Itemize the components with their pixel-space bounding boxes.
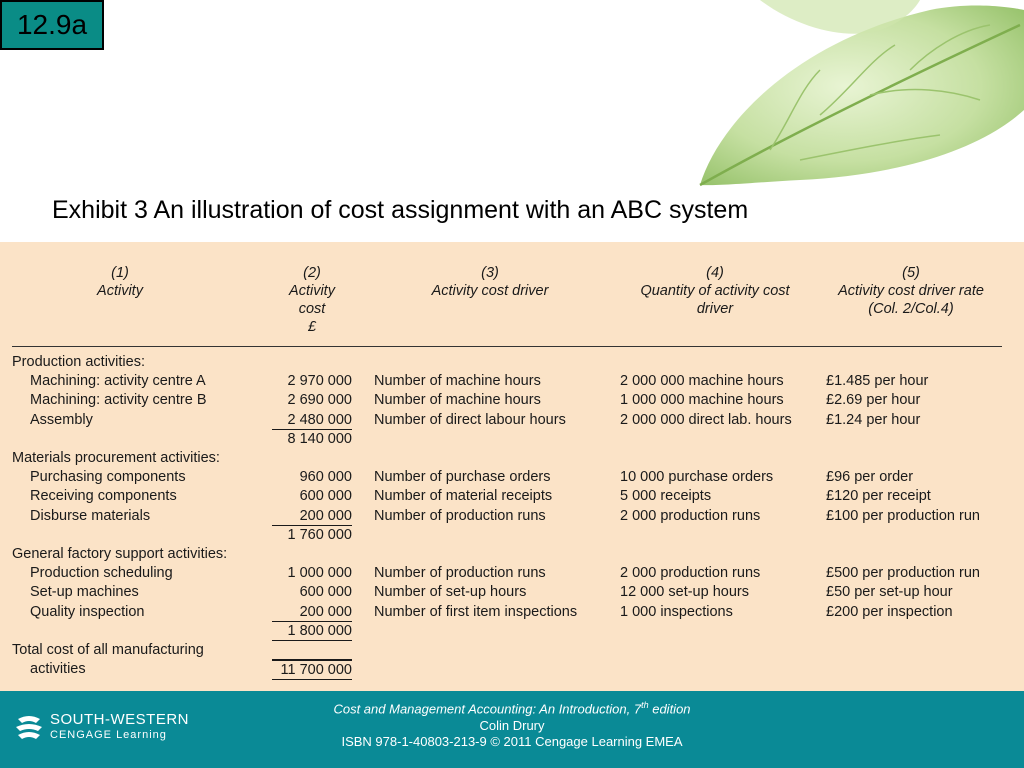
abc-cost-table bbox=[0, 242, 1024, 691]
cell-activity: Set-up machines bbox=[30, 584, 139, 600]
cell-driver: Number of machine hours bbox=[374, 392, 541, 408]
col-label: Activity cost driver bbox=[431, 283, 549, 299]
logo-top-text: SOUTH-WESTERN bbox=[50, 711, 189, 728]
cell-driver: Number of set-up hours bbox=[374, 584, 527, 600]
cell-driver: Number of production runs bbox=[374, 565, 546, 581]
cell-driver: Number of machine hours bbox=[374, 373, 541, 389]
cell-driver: Number of material receipts bbox=[374, 488, 553, 504]
leaf-decoration bbox=[680, 0, 1024, 190]
book-suffix: edition bbox=[648, 701, 691, 717]
col-label-line2: cost bbox=[298, 301, 326, 317]
cell-quantity: 2 000 000 machine hours bbox=[620, 373, 784, 389]
cell-cost: 960 000 bbox=[299, 469, 352, 485]
logo-bottom-text: CENGAGE Learning bbox=[50, 729, 167, 741]
col-header-quantity bbox=[620, 264, 810, 318]
col-label-line2: (Col. 2/Col.4) bbox=[868, 301, 954, 317]
col-header-activity bbox=[60, 264, 180, 300]
cell-cost: 11 700 000 bbox=[272, 660, 352, 680]
col-number: (4) bbox=[706, 265, 724, 281]
cell-driver: Number of purchase orders bbox=[374, 469, 551, 485]
col-label: Activity cost driver rate bbox=[838, 283, 984, 299]
slide-number-badge: 12.9a bbox=[0, 0, 104, 50]
cell-cost: 2 970 000 bbox=[287, 373, 352, 389]
book-edition-sup: th bbox=[641, 700, 649, 710]
cell-cost: 200 000 bbox=[272, 603, 352, 622]
cell-driver: Number of production runs bbox=[374, 508, 546, 524]
cell-rate: £120 per receipt bbox=[826, 488, 931, 504]
cell-cost: 200 000 bbox=[272, 507, 352, 526]
cell-quantity: 2 000 production runs bbox=[620, 508, 761, 524]
cell-activity: Purchasing components bbox=[30, 469, 186, 485]
cell-quantity: 2 000 production runs bbox=[620, 565, 761, 581]
cell-rate: £1.485 per hour bbox=[826, 373, 929, 389]
cell-cost: 1 800 000 bbox=[272, 622, 352, 641]
col-label: Quantity of activity cost bbox=[640, 283, 790, 299]
cell-quantity: 12 000 set-up hours bbox=[620, 584, 749, 600]
cell-cost: 600 000 bbox=[299, 584, 352, 600]
cell-quantity: 2 000 000 direct lab. hours bbox=[620, 412, 792, 428]
cell-driver: Number of first item inspections bbox=[374, 604, 578, 620]
cell-rate: £96 per order bbox=[826, 469, 914, 485]
cell-activity: Receiving components bbox=[30, 488, 177, 504]
col-number: (5) bbox=[902, 265, 920, 281]
cell-quantity: 1 000 000 machine hours bbox=[620, 392, 784, 408]
cell-activity: Machining: activity centre A bbox=[30, 373, 206, 389]
cell-activity: Total cost of all manufacturing bbox=[12, 642, 204, 658]
cell-cost: 2 690 000 bbox=[287, 392, 352, 408]
cell-activity: Disburse materials bbox=[30, 508, 151, 524]
col-header-rate bbox=[820, 264, 1002, 318]
cell-activity: Production scheduling bbox=[30, 565, 173, 581]
col-number: (1) bbox=[111, 265, 129, 281]
author: Colin Drury bbox=[479, 717, 545, 733]
cell-cost: 1 760 000 bbox=[287, 527, 352, 543]
cell-activity: General factory support activities: bbox=[12, 546, 228, 562]
total-rule bbox=[272, 659, 352, 660]
cengage-logo-icon bbox=[14, 713, 44, 743]
col-header-activity-cost bbox=[262, 264, 362, 336]
col-label: Activity bbox=[289, 283, 335, 299]
citation bbox=[282, 697, 742, 751]
cell-rate: £2.69 per hour bbox=[826, 392, 921, 408]
publisher-logo bbox=[14, 709, 214, 749]
exhibit-title: Exhibit 3 An illustration of cost assignment with an ABC system bbox=[52, 196, 749, 224]
cell-rate: £500 per production run bbox=[826, 565, 980, 581]
cell-quantity: 1 000 inspections bbox=[620, 604, 733, 620]
book-title-line bbox=[282, 697, 742, 718]
cell-rate: £200 per inspection bbox=[826, 604, 953, 620]
cell-quantity: 10 000 purchase orders bbox=[620, 469, 774, 485]
isbn: ISBN 978-1-40803-213-9 © 2011 Cengage Learning EMEA bbox=[341, 734, 683, 750]
col-header-cost-driver bbox=[400, 264, 580, 300]
cell-rate: £100 per production run bbox=[826, 508, 980, 524]
cell-activity: activities bbox=[30, 661, 86, 677]
cell-cost: 1 000 000 bbox=[287, 565, 352, 581]
cell-activity: Materials procurement activities: bbox=[12, 450, 220, 466]
cell-activity: Assembly bbox=[30, 412, 93, 428]
cell-rate: £50 per set-up hour bbox=[826, 584, 953, 600]
cell-rate: £1.24 per hour bbox=[826, 412, 921, 428]
cell-activity: Quality inspection bbox=[30, 604, 145, 620]
col-number: (2) bbox=[303, 265, 321, 281]
col-label-line3: £ bbox=[307, 319, 317, 335]
cell-cost: 600 000 bbox=[299, 488, 352, 504]
footer-bar bbox=[0, 691, 1024, 768]
col-label: Activity bbox=[97, 283, 143, 299]
col-label-line2: driver bbox=[696, 301, 734, 317]
header-divider bbox=[12, 346, 1002, 347]
col-number: (3) bbox=[481, 265, 499, 281]
cell-cost: 8 140 000 bbox=[287, 431, 352, 447]
cell-activity: Production activities: bbox=[12, 354, 145, 370]
cell-driver: Number of direct labour hours bbox=[374, 412, 566, 428]
cell-activity: Machining: activity centre B bbox=[30, 392, 207, 408]
cell-quantity: 5 000 receipts bbox=[620, 488, 712, 504]
cell-cost: 2 480 000 bbox=[272, 411, 352, 430]
book-title: Cost and Management Accounting: An Introduction, 7 bbox=[333, 701, 642, 717]
